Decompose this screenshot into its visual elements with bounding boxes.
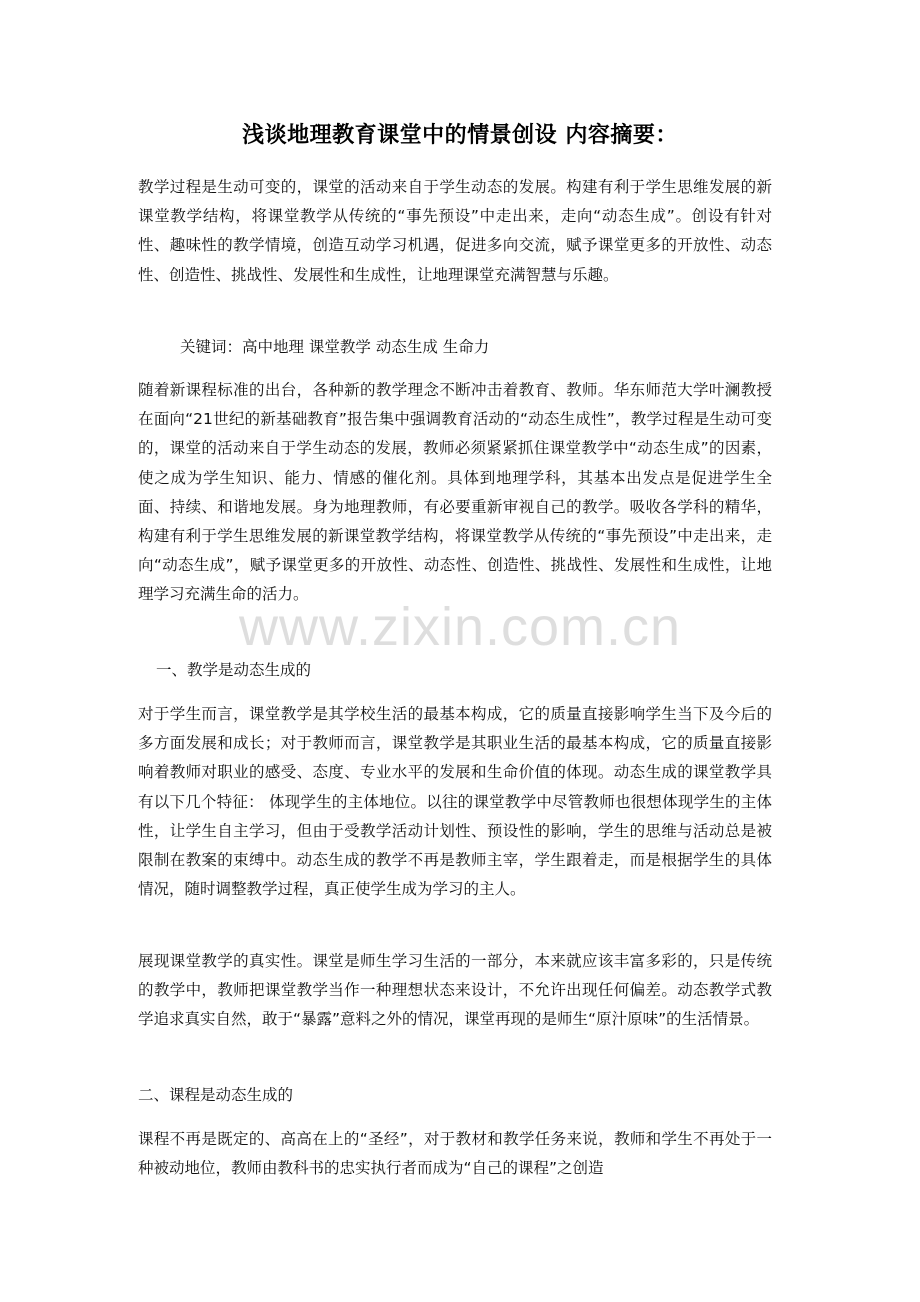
section-2-heading: 二、课程是动态生成的 — [138, 1086, 294, 1104]
abstract-paragraph: 教学过程是生动可变的，课堂的活动来自于学生动态的发展。构建有利于学生思维发展的新课堂教学结构，将课堂教学从传统的“事先预设”中走出来，走向“动态生成”。创设有针对性、趣味性的教学情境，创造互动学习机遇，促进多向交流，赋予课堂更多的开放性、动态性、创造性、挑战性、发展性和生成性，让地理课堂充满智慧与乐趣。 — [138, 178, 772, 284]
keywords-line: 关键词：高中地理 课堂教学 动态生成 生命力 — [180, 338, 490, 356]
intro-paragraph: 随着新课程标准的出台，各种新的教学理念不断冲击着教育、教师。华东师范大学叶澜教授在面向“21世纪的新基础教育”报告集中强调教育活动的“动态生成性”，教学过程是生动可变的，课堂的活动来自于学生动态的发展，教师必须紧紧抓住课堂教学中“动态生成”的因素，使之成为学生知识、能力、情感的催化剂。具体到地理学科，其基本出发点是促进学生全面、持续、和谐地发展。身为地理教师，有必要重新审视自己的教学。吸收各学科的精华，构建有利于学生思维发展的新课堂教学结构，将课堂教学从传统的“事先预设”中走出来，走向“动态生成”，赋予课堂更多的开放性、动态性、创造性、挑战性、发展性和生成性，让地理学习充满生命的活力。 — [138, 381, 772, 604]
watermark-text: www.zixin.com.cn — [238, 597, 682, 657]
section-1-paragraph-2: 展现课堂教学的真实性。课堂是师生学习生活的一部分，本来就应该丰富多彩的，只是传统的教学中，教师把课堂教学当作一种理想状态来设计，不允许出现任何偏差。动态教学式教学追求真实自然，敢于“暴露”意料之外的情况，课堂再现的是师生“原汁原味”的生活情景。 — [138, 952, 772, 1029]
section-1-heading: 一、教学是动态生成的 — [156, 661, 312, 679]
section-2-paragraph-1: 课程不再是既定的、高高在上的“圣经”，对于教材和教学任务来说，教师和学生不再处于一种被动地位，教师由教科书的忠实执行者而成为“自己的课程”之创造 — [138, 1130, 772, 1178]
section-1-paragraph-1: 对于学生而言，课堂教学是其学校生活的最基本构成，它的质量直接影响学生当下及今后的多方面发展和成长；对于教师而言，课堂教学是其职业生活的最基本构成，它的质量直接影响着教师对职业的感受、态度、专业水平的发展和生命价值的体现。动态生成的课堂教学具有以下几个特征： 体现学生的主体地位。以往的课堂教学中尽管教师也很想体现学生的主体性，让学生自主学习，但由于受教学活动计划性、预设性的影响，学生的思维与活动总是被限制在教案的束缚中。动态生成的教学不再是教师主宰，学生跟着走，而是根据学生的具体情况，随时调整教学过程，真正使学生成为学习的主人。 — [138, 705, 772, 899]
document-title: 浅谈地理教育课堂中的情景创设 内容摘要： — [242, 123, 678, 148]
